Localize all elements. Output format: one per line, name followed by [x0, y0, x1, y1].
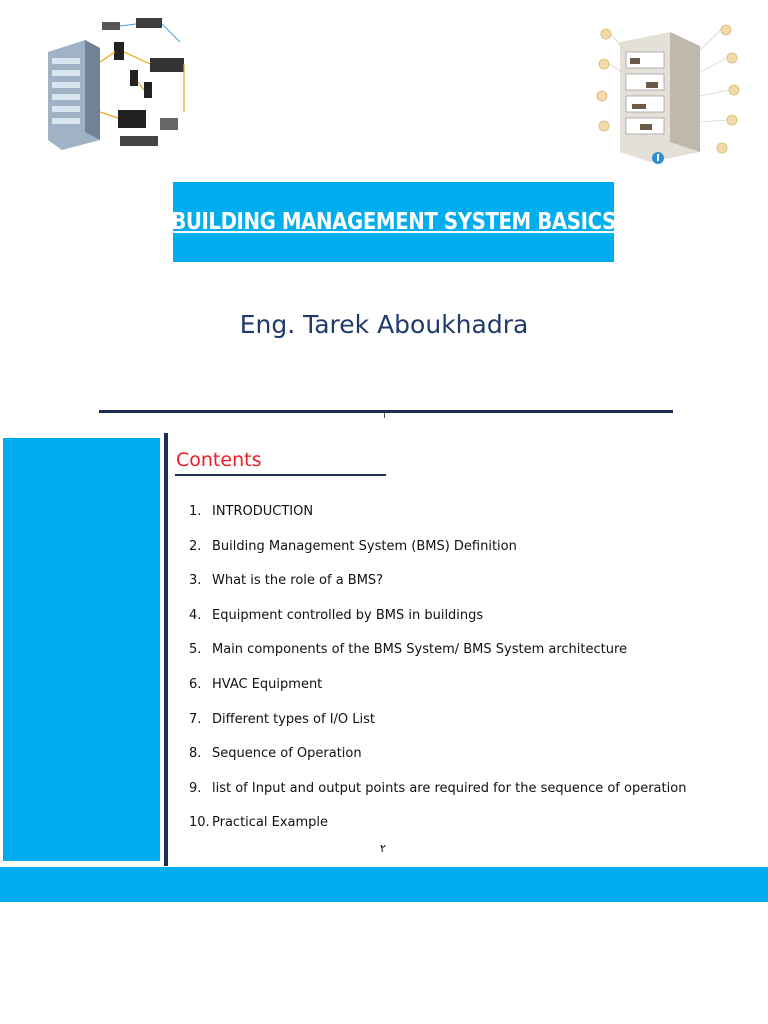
toc-text: What is the role of a BMS? — [212, 573, 384, 589]
divider-tick — [384, 413, 385, 418]
toc-text: Main components of the BMS System/ BMS System architecture — [212, 642, 628, 658]
author-name: Eng. Tarek Aboukhadra — [239, 310, 529, 339]
left-accent-panel — [3, 438, 160, 861]
toc-number: 9. — [189, 780, 202, 796]
toc-text: list of Input and output points are required for the sequence of operation — [212, 780, 687, 796]
toc-item — [189, 504, 686, 539]
table-of-contents — [189, 504, 686, 850]
toc-number: 8. — [189, 746, 202, 762]
bms-network-image — [40, 12, 200, 152]
toc-text: INTRODUCTION — [212, 504, 314, 519]
smart-building-image — [590, 12, 750, 172]
vertical-divider — [164, 433, 168, 866]
toc-number: 4. — [189, 607, 202, 623]
toc-item — [189, 539, 686, 574]
contents-heading: Contents — [176, 449, 262, 471]
toc-item — [189, 781, 686, 816]
toc-item — [189, 746, 686, 781]
toc-number: 3. — [189, 573, 202, 589]
toc-number: 2. — [189, 538, 202, 554]
toc-text: HVAC Equipment — [212, 676, 323, 692]
bottom-accent-band — [0, 867, 768, 902]
page-number: ٢ — [380, 843, 386, 855]
toc-number: 10. — [189, 815, 210, 831]
document-title: BUILDING MANAGEMENT SYSTEM BASICS — [171, 209, 616, 235]
toc-item — [189, 573, 686, 608]
toc-number: 7. — [189, 711, 202, 727]
toc-text: Practical Example — [212, 815, 329, 831]
toc-number: 5. — [189, 642, 202, 658]
toc-item — [189, 815, 686, 850]
toc-text: Equipment controlled by BMS in buildings — [212, 607, 484, 623]
divider-line — [99, 410, 673, 413]
toc-item — [189, 642, 686, 677]
toc-text: Building Management System (BMS) Definition — [212, 538, 517, 554]
title-banner — [173, 182, 614, 262]
toc-item — [189, 712, 686, 747]
toc-item — [189, 677, 686, 712]
toc-text: Different types of I/O List — [212, 711, 376, 727]
toc-number: 6. — [189, 676, 202, 692]
toc-item — [189, 608, 686, 643]
toc-text: Sequence of Operation — [212, 746, 362, 762]
toc-number: 1. — [189, 504, 202, 519]
contents-underline — [175, 474, 386, 476]
